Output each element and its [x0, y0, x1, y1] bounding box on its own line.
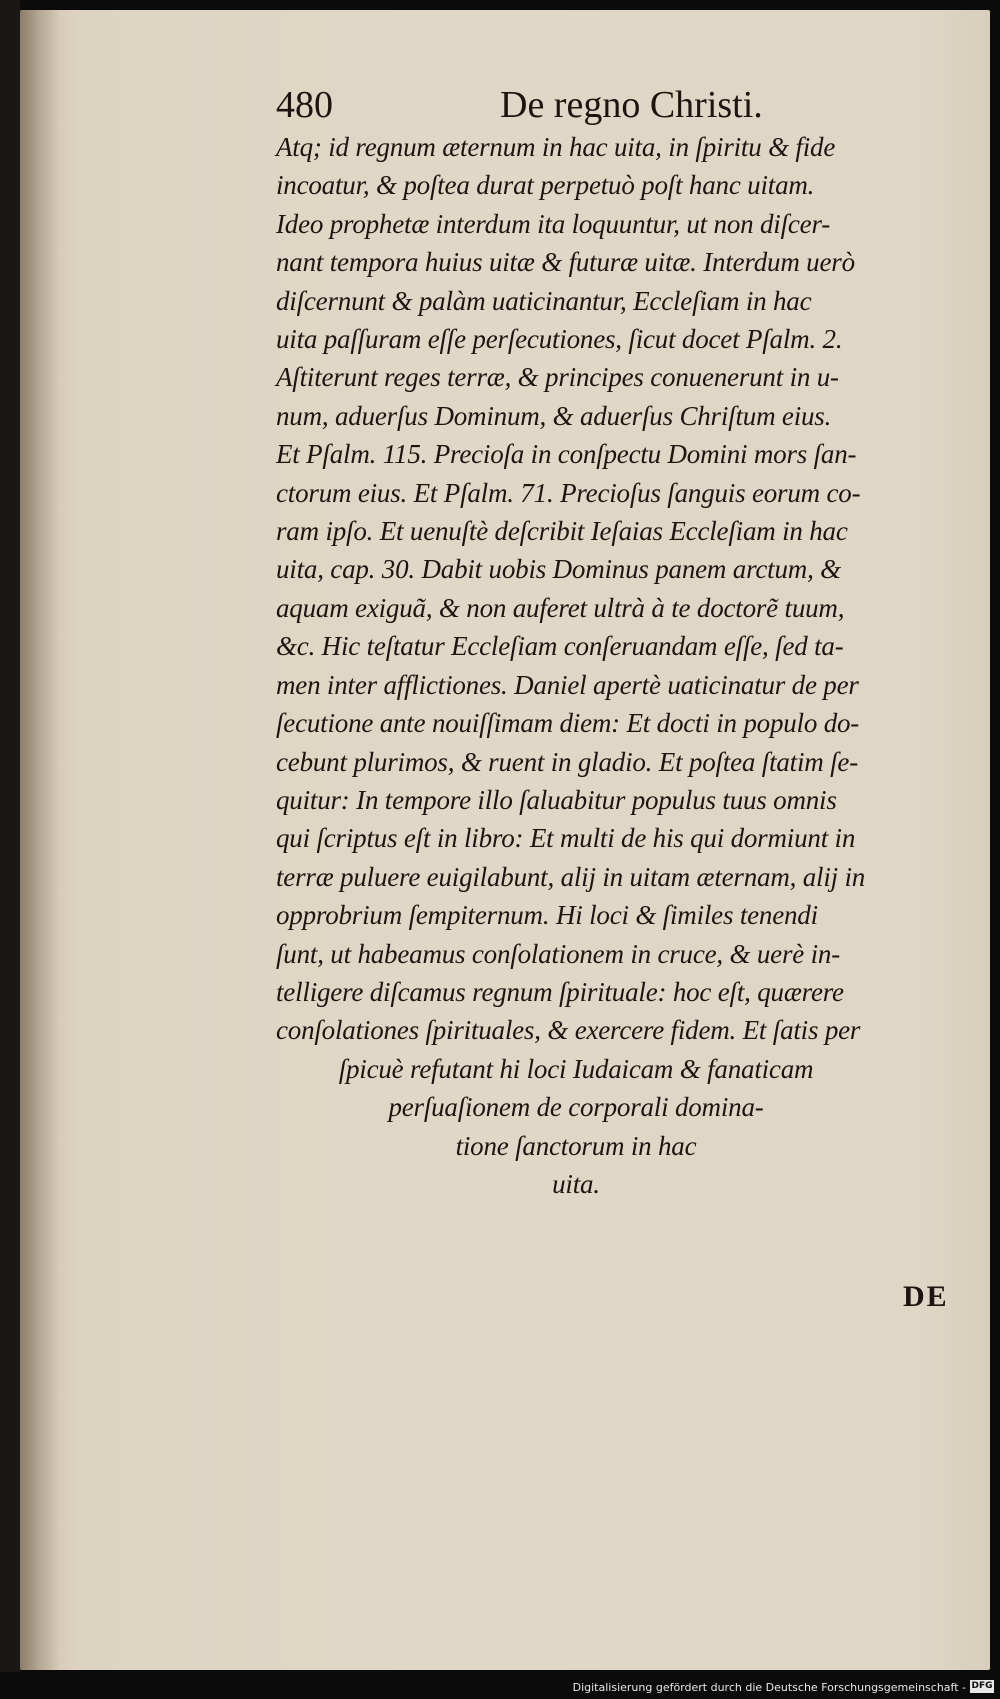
text-line: incoatur, & poſtea durat perpetuò poſt hanc uitam. [276, 170, 815, 201]
text-line: conſolationes ſpirituales, & exercere fidem. Et ſatis per [276, 1015, 861, 1046]
text-line: ram ipſo. Et uenuſtè deſcribit Ieſaias Eccleſiam in hac [276, 516, 848, 547]
page-header [276, 82, 976, 128]
text-line: ctorum eius. Et Pſalm. 71. Precioſus ſanguis eorum co- [276, 477, 861, 508]
text-line: num, aduerſus Dominum, & aduerſus Chriſtum eius. [276, 400, 832, 431]
text-line: Ideo prophetæ interdum ita loquuntur, ut non diſcer- [276, 208, 831, 239]
text-line: ſecutione ante nouiſſimam diem: Et docti in populo do- [276, 708, 860, 739]
text-line: cebunt plurimos, & ruent in gladio. Et poſtea ſtatim ſe- [276, 746, 858, 777]
text-line: diſcernunt & palàm uaticinantur, Eccleſiam in hac [276, 285, 812, 316]
page-number: 480 [276, 84, 333, 126]
text-line: uita paſſuram eſſe perſecutiones, ſicut docet Pſalm. 2. [276, 324, 843, 355]
text-line: nant tempora huius uitæ & futuræ uitæ. Interdum uerò [276, 247, 855, 278]
text-line: Atq; id regnum æternum in hac uita, in ſpiritu & fide [276, 132, 836, 162]
page-text-block [276, 82, 976, 1203]
text-line: telligere diſcamus regnum ſpirituale: hoc eſt, quærere [276, 976, 844, 1007]
text-line: uita, cap. 30. Dabit uobis Dominus panem arctum, & [276, 554, 841, 585]
text-line: ſunt, ut habeamus conſolationem in cruce, & uerè in- [276, 938, 840, 969]
spine-shadow [20, 10, 60, 1670]
text-line: qui ſcriptus eſt in libro: Et multi de his qui dormiunt in [276, 823, 856, 854]
catchword: DE [903, 1280, 949, 1313]
text-line: aquam exiguã, & non auferet ultrà à te doctorẽ tuum, [276, 592, 845, 623]
text-line: men inter afflictiones. Daniel apertè uaticinatur de per [276, 669, 859, 700]
digitization-credit: Digitalisierung gefördert durch die Deutsche Forschungsgemeinschaft - [572, 1681, 966, 1694]
centered-text-line: ſpicuè refutant hi loci Iudaicam & fanaticam [338, 1053, 814, 1084]
dfg-logo-icon: DFG [971, 1681, 993, 1691]
body-text [276, 128, 976, 1203]
text-line: &c. Hic teſtatur Eccleſiam conſeruandam eſſe, ſed ta- [276, 631, 844, 662]
text-line: Et Pſalm. 115. Precioſa in conſpectu Domini mors ſan- [276, 439, 857, 470]
left-binding-strip [0, 0, 20, 1699]
centered-text-line: tione ſanctorum in hac [455, 1130, 697, 1161]
running-title: De regno Christi. [500, 84, 763, 126]
centered-text-line: uita. [552, 1168, 600, 1199]
text-line: quitur: In tempore illo ſaluabitur populus tuus omnis [276, 784, 837, 815]
centered-text-line: perſuaſionem de corporali domina- [388, 1092, 764, 1123]
text-line: Aſtiterunt reges terræ, & principes conuenerunt in u- [276, 362, 839, 393]
text-line: terræ puluere euigilabunt, alij in uitam æternam, alij in [276, 861, 866, 892]
text-line: opprobrium ſempiternum. Hi loci & ſimiles tenendi [276, 900, 818, 931]
